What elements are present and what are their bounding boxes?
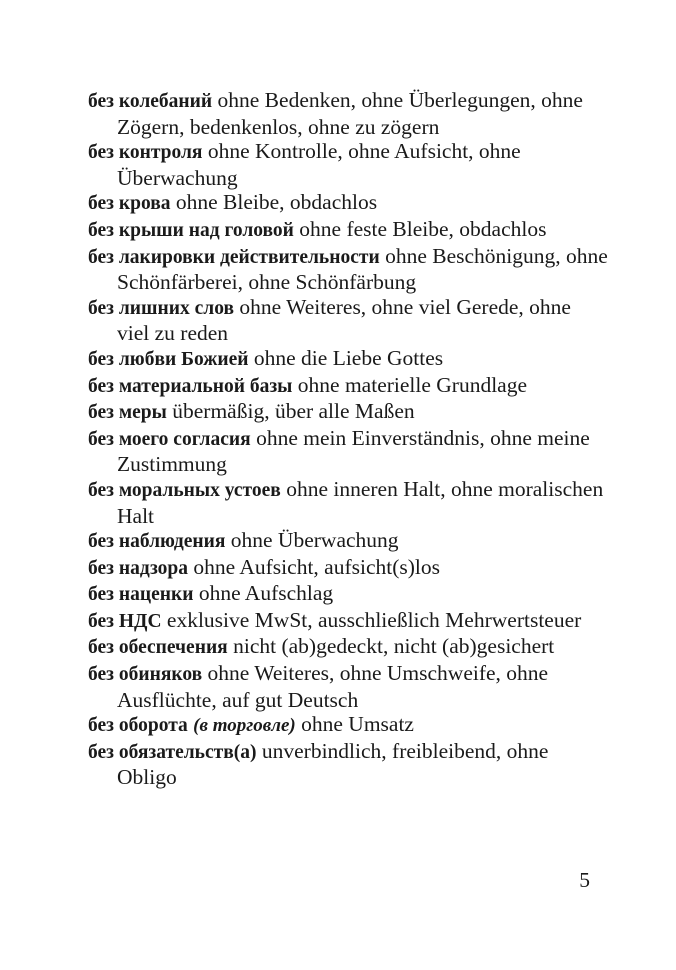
dictionary-entry	[88, 139, 608, 190]
entry-headword: без надзора	[88, 557, 189, 579]
dictionary-entry	[88, 661, 608, 712]
entry-list	[88, 88, 608, 790]
dictionary-entry	[88, 555, 608, 582]
entry-translation: nicht (ab)gedeckt, nicht (ab)gesichert	[233, 634, 555, 659]
entry-translation: exklusive MwSt, ausschließlich Mehrwertsteuer	[166, 607, 582, 632]
entry-headword: без обеспечения	[88, 637, 228, 659]
dictionary-entry	[88, 217, 608, 244]
dictionary-entry	[88, 244, 608, 295]
entry-translation: ohne Aufschlag	[198, 581, 334, 606]
entry-translation: ohne feste Bleibe, obdachlos	[299, 216, 547, 241]
entry-translation: ohne Bleibe, obdachlos	[175, 190, 378, 215]
dictionary-entry	[88, 88, 608, 139]
dictionary-entry	[88, 581, 608, 608]
entry-translation: ohne Aufsicht, aufsicht(s)los	[193, 554, 441, 579]
entry-headword: без оборота	[88, 715, 188, 737]
entry-translation: ohne inneren Halt, ohne moralischen Halt	[117, 476, 604, 528]
entry-headword: без наценки	[88, 584, 194, 606]
entry-translation: ohne materielle Grundlage	[297, 372, 528, 397]
entry-headword: без лакировки действительности	[88, 246, 380, 268]
dictionary-entry	[88, 190, 608, 217]
entry-translation: ohne Überwachung	[230, 528, 399, 553]
entry-usage-note: (в торговле)	[193, 715, 296, 737]
dictionary-entry	[88, 477, 608, 528]
dictionary-entry	[88, 712, 608, 739]
entry-headword: без крыши над головой	[88, 219, 294, 241]
dictionary-entry	[88, 426, 608, 477]
entry-headword: без наблюдения	[88, 531, 226, 553]
dictionary-entry	[88, 739, 608, 790]
entry-translation: unverbindlich, freibleibend, ohne Obligo	[117, 738, 549, 790]
page-number: 5	[579, 868, 590, 892]
entry-translation: ohne Kontrolle, ohne Aufsicht, ohne Überwachung	[117, 139, 521, 190]
dictionary-entry	[88, 295, 608, 346]
entry-translation: ohne Beschönigung, ohne Schönfärberei, ohne Schönfärbung	[117, 243, 608, 295]
entry-translation: übermäßig, über alle Maßen	[172, 399, 415, 424]
entry-translation: ohne Bedenken, ohne Überlegungen, ohne Zögern, bedenkenlos, ohne zu zögern	[117, 88, 583, 139]
entry-translation: ohne mein Einverständnis, ohne meine Zustimmung	[117, 425, 590, 477]
dictionary-entry	[88, 528, 608, 555]
entry-headword: без колебаний	[88, 91, 213, 112]
entry-headword: без моральных устоев	[88, 479, 281, 501]
entry-headword: без любви Божией	[88, 348, 249, 370]
entry-headword: без обязательств(а)	[88, 741, 257, 763]
entry-headword: без крова	[88, 193, 171, 215]
entry-translation: ohne die Liebe Gottes	[253, 345, 444, 370]
dictionary-entry	[88, 399, 608, 426]
entry-translation: ohne Umsatz	[301, 712, 414, 737]
entry-translation: ohne Weiteres, ohne Umschweife, ohne Ausflüchte, auf gut Deutsch	[117, 661, 549, 712]
dictionary-entry	[88, 346, 608, 373]
entry-headword: без меры	[88, 402, 167, 424]
entry-headword: без НДС	[88, 610, 162, 632]
entry-headword: без контроля	[88, 142, 203, 164]
entry-headword: без лишних слов	[88, 297, 234, 319]
dictionary-entry	[88, 608, 608, 635]
entry-headword: без материальной базы	[88, 375, 293, 397]
entry-headword: без моего согласия	[88, 428, 251, 450]
entry-headword: без обиняков	[88, 664, 203, 686]
entry-translation: ohne Weiteres, ohne viel Gerede, ohne viel zu reden	[117, 294, 571, 346]
dictionary-entry	[88, 634, 608, 661]
dictionary-entry	[88, 373, 608, 400]
